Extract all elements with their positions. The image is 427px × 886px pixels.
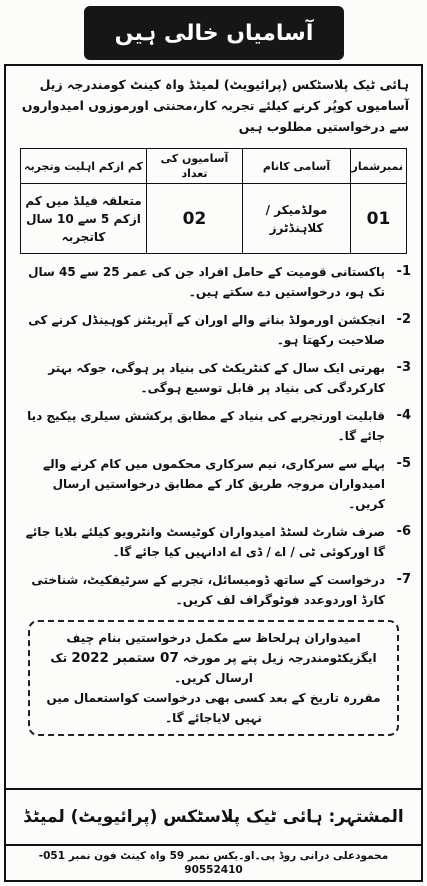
cell-post-name: مولڈمیکر / کلاہنڈٹرز bbox=[243, 184, 351, 254]
intro-paragraph: ہائی ٹیک پلاسٹکس (پرائیویٹ) لمیٹڈ واہ کینٹ کومندرجہ زیل آسامیوں کوپُر کرنے کیلئے تجربہ کار،محنتی اورموزوں امیدواروں سے درخواستیں مطلوب ہیں bbox=[21, 77, 409, 134]
list-item bbox=[16, 358, 411, 398]
advertisement-frame bbox=[4, 64, 423, 882]
item-text: بھرتی ایک سال کے کنٹریکٹ کی بنیاد پر ہوگی، جوکہ بہتر کارکردگی کی بنیاد پر قابل توسیع ہوگی۔ bbox=[48, 361, 385, 395]
header-qualification: کم ازکم اہلیت وتجربہ bbox=[21, 149, 147, 184]
terms-section bbox=[16, 262, 411, 736]
advertiser-name bbox=[6, 788, 421, 846]
item-text: صرف شارٹ لسٹڈ امیدواران کوٹیسٹ وانٹرویو کیلئے بلایا جائے گا اورکوئی ٹی / اے / ڈی اے ادانہیں کیا جائے گا۔ bbox=[25, 525, 385, 559]
table-row bbox=[21, 184, 407, 254]
deadline-notice-box bbox=[28, 620, 399, 736]
headline-title: آسامیاں خالی ہیں bbox=[114, 20, 314, 46]
notice-line bbox=[40, 628, 387, 688]
address-text: محمودعلی درانی روڈ پی۔او۔بکس نمبر 59 واہ کینٹ فون نمبر 051-90552410 bbox=[38, 850, 389, 876]
item-number: 1- bbox=[396, 264, 411, 279]
vacancy-table bbox=[20, 148, 407, 254]
list-item bbox=[16, 310, 411, 350]
header-post-name: آسامی کانام bbox=[243, 149, 351, 184]
cell-qualification: متعلقہ فیلڈ میں کم ازکم 5 سے 10 سال کاتجربہ bbox=[21, 184, 147, 254]
table-header-row bbox=[21, 149, 407, 184]
list-item bbox=[16, 262, 411, 302]
contact-address bbox=[6, 846, 421, 880]
notice-warning: مقررہ تاریخ کے بعد کسی بھی درخواست کواستعمال میں نہیں لایاجائے گا۔ bbox=[46, 691, 381, 725]
item-number: 4- bbox=[396, 408, 411, 423]
list-item bbox=[16, 454, 411, 514]
header-serial: نمبرشمار bbox=[351, 149, 407, 184]
cell-serial: 01 bbox=[351, 184, 407, 254]
deadline-date: 07 ستمبر 2022 bbox=[71, 650, 179, 666]
notice-address-text: امیدواران ہرلحاظ سے مکمل درخواستیں بنام چیف ایگزیکٹومندرجہ زیل پتے پر bbox=[66, 631, 377, 665]
header-post-count: آسامیوں کی تعداد bbox=[147, 149, 243, 184]
item-text: پاکستانی قومیت کے حامل افراد جن کی عمر 25 سے 45 سال تک ہو، درخواستیں دے سکتے ہیں۔ bbox=[28, 265, 385, 299]
item-number: 3- bbox=[396, 360, 411, 375]
cell-post-count: 02 bbox=[147, 184, 243, 254]
list-item bbox=[16, 570, 411, 610]
item-number: 6- bbox=[396, 524, 411, 539]
item-text: انجکشن اورمولڈ بنانے والے اوران کے آپریٹنز کوہینڈل کرنے کی صلاحیت رکھتا ہو۔ bbox=[28, 313, 385, 347]
list-item bbox=[16, 522, 411, 562]
item-number: 5- bbox=[396, 456, 411, 471]
conditions-list bbox=[16, 262, 411, 610]
notice-date-suffix: تک ارسال کریں۔ bbox=[50, 651, 253, 685]
advertiser-text: المشتہر: ہائی ٹیک پلاسٹکس (پرائیویٹ) لمیٹڈ bbox=[23, 807, 404, 827]
list-item bbox=[16, 406, 411, 446]
headline-banner bbox=[84, 6, 344, 60]
item-number: 7- bbox=[396, 572, 411, 587]
item-number: 2- bbox=[396, 312, 411, 327]
item-text: قابلیت اورتجربے کی بنیاد کے مطابق پرکشش سیلری پیکیج دیا جائے گا۔ bbox=[27, 409, 385, 443]
notice-date-prefix: مورخہ bbox=[183, 651, 221, 665]
item-text: درخواست کے ساتھ ڈومیسائل، تجربے کے سرٹیفکیٹ، شناختی کارڈ اوردوعدد فوٹوگراف لف کریں۔ bbox=[31, 573, 385, 607]
item-text: پہلے سے سرکاری، نیم سرکاری محکموں میں کام کرنے والے امیدواران مروجہ طریق کار کے مطابق درخواستیں ارسال کریں۔ bbox=[43, 457, 385, 511]
